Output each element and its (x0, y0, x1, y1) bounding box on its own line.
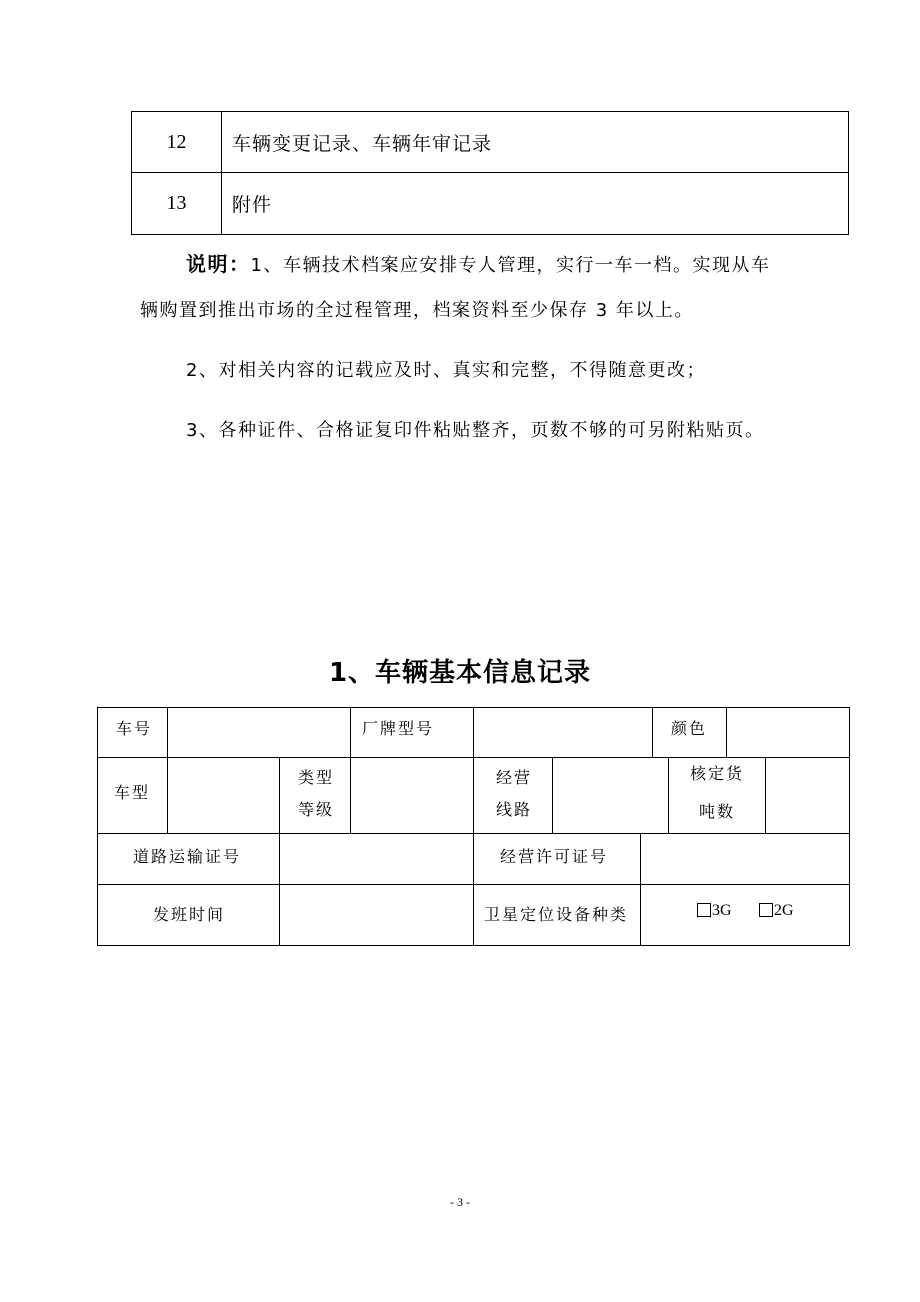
row-number: 13 (132, 173, 222, 235)
note-item3: 3、各种证件、合格证复印件粘贴整齐，页数不够的可另附粘贴页。 (186, 420, 765, 441)
row-number: 12 (132, 112, 222, 173)
business-license-label: 经营许可证号 (500, 847, 609, 866)
note-item1-text: 1、车辆技术档案应安排专人管理，实行一车一档。实现从车 (250, 255, 771, 276)
table-row (132, 173, 849, 235)
gps-2g-checkbox[interactable] (759, 903, 773, 917)
brand-model-input[interactable] (473, 707, 653, 758)
tonnage-label-line2: 吨数 (699, 802, 736, 821)
page-number: - 3 - (450, 1195, 470, 1209)
tonnage-input[interactable] (765, 757, 850, 834)
note-item1-line2: 辆购置到推出市场的全过程管理，档案资料至少保存 3 年以上。 (140, 300, 694, 321)
brand-model-label: 厂牌型号 (362, 719, 435, 738)
departure-time-input[interactable] (279, 884, 474, 946)
gps-type-options-cell (640, 884, 850, 946)
color-input[interactable] (726, 707, 850, 758)
vehicle-type-input[interactable] (167, 757, 280, 834)
section-title: 1、车辆基本信息记录 (328, 658, 592, 688)
vehicle-type-label: 车型 (114, 783, 151, 802)
class-label: 类型 等级 (298, 768, 335, 819)
tonnage-label-line1: 核定货 (690, 764, 745, 783)
route-input[interactable] (552, 757, 669, 834)
transport-cert-label: 道路运输证号 (133, 847, 242, 866)
gps-2g-label: 2G (774, 902, 794, 919)
transport-cert-input[interactable] (279, 833, 474, 885)
row-text: 附件 (222, 173, 849, 235)
plate-input[interactable] (167, 707, 351, 758)
gps-type-label: 卫星定位设备种类 (484, 905, 629, 924)
note-item2: 2、对相关内容的记载应及时、真实和完整，不得随意更改； (186, 360, 706, 381)
class-input[interactable] (350, 757, 474, 834)
note-label: 说明： (186, 252, 251, 276)
business-license-input[interactable] (640, 833, 850, 885)
table-row (132, 112, 849, 173)
gps-3g-label: 3G (712, 902, 732, 919)
plate-label: 车号 (116, 719, 153, 738)
note-item1-line1 (186, 248, 770, 277)
row-text: 车辆变更记录、车辆年审记录 (222, 112, 849, 173)
gps-3g-checkbox[interactable] (697, 903, 711, 917)
departure-time-label: 发班时间 (153, 905, 226, 924)
route-label: 经营 线路 (496, 768, 533, 819)
color-label: 颜色 (671, 719, 708, 738)
index-table (131, 111, 849, 235)
